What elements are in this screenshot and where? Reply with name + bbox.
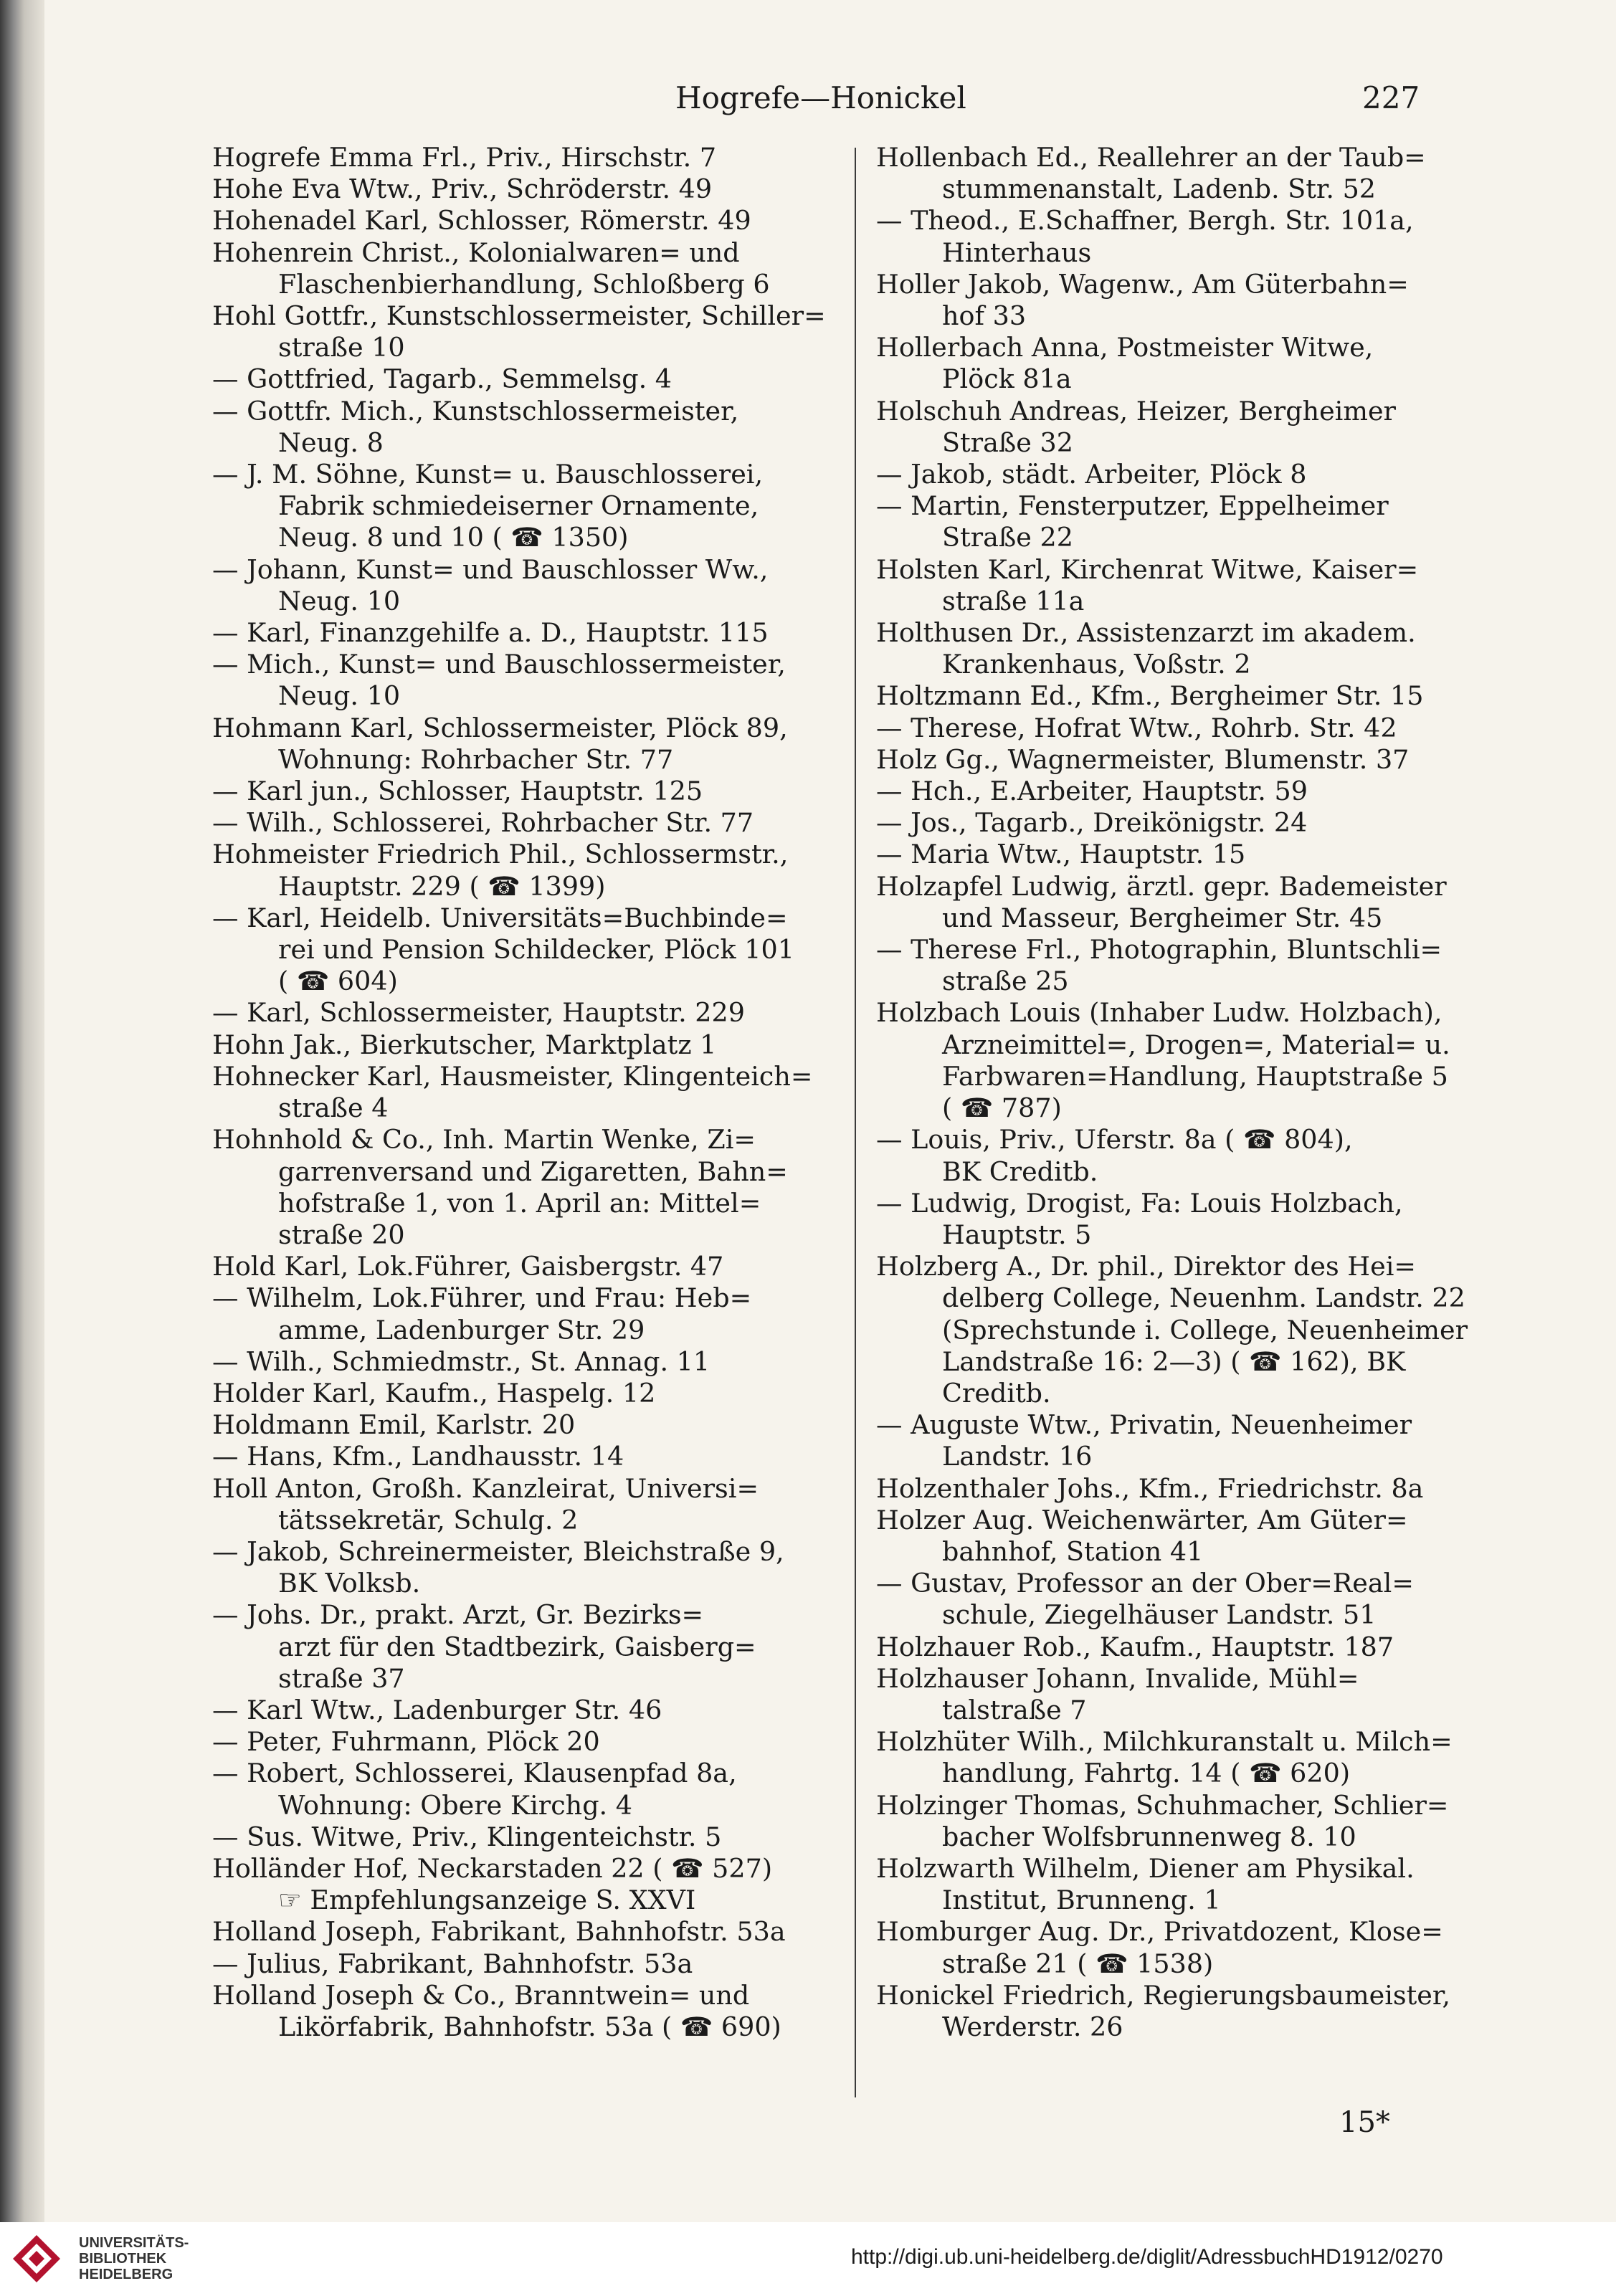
- entry-line: Hollerbach Anna, Postmeister Witwe,: [876, 332, 1374, 363]
- directory-entry: [212, 776, 843, 807]
- entry-continuation-line: Plöck 81a: [942, 363, 1072, 395]
- entry-line: Holzenthaler Johs., Kfm., Friedrichstr. 8a: [876, 1472, 1424, 1504]
- entry-continuation-line: tätssekretär, Schulg. 2: [278, 1504, 579, 1535]
- entry-continuation-line: garrenversand und Zigaretten, Bahn=: [278, 1156, 788, 1187]
- entry-line: — Johs. Dr., prakt. Arzt, Gr. Bezirks=: [212, 1599, 704, 1631]
- entry-continuation-line: Landstraße 16: 2—3) ( ☎ 162), BK: [942, 1345, 1406, 1377]
- directory-entry: [876, 459, 1478, 490]
- column-divider: [855, 148, 856, 2097]
- entry-line: — Martin, Fensterputzer, Eppelheimer: [876, 490, 1389, 522]
- entry-continuation-line: bahnhof, Station 41: [942, 1535, 1204, 1567]
- entry-line: — Karl Wtw., Ladenburger Str. 46: [212, 1694, 662, 1725]
- entry-continuation-line: BK Creditb.: [942, 1156, 1098, 1187]
- entry-line: Holschuh Andreas, Heizer, Bergheimer: [876, 395, 1397, 427]
- entry-continuation-line: schule, Ziegelhäuser Landstr. 51: [942, 1599, 1377, 1631]
- entry-line: — Mich., Kunst= und Bauschlossermeister,: [212, 649, 786, 680]
- entry-line: — Julius, Fabrikant, Bahnhofstr. 53a: [212, 1948, 693, 1979]
- entry-line: Honickel Friedrich, Regierungsbaumeister,: [876, 1979, 1450, 2011]
- entry-line: Holland Joseph, Fabrikant, Bahnhofstr. 53a: [212, 1916, 786, 1948]
- entry-line: Holzhauer Rob., Kaufm., Hauptstr. 187: [876, 1631, 1394, 1662]
- entry-continuation-line: Wohnung: Obere Kirchg. 4: [278, 1789, 632, 1821]
- entry-continuation-line: Creditb.: [942, 1377, 1051, 1409]
- entry-line: Hohenadel Karl, Schlosser, Römerstr. 49: [212, 205, 751, 237]
- directory-entry: [876, 269, 1478, 332]
- entry-line: — Karl jun., Schlosser, Hauptstr. 125: [212, 776, 703, 807]
- entry-line: Hohenrein Christ., Kolonialwaren= und: [212, 237, 740, 268]
- entry-continuation-line: Likörfabrik, Bahnhofstr. 53a ( ☎ 690): [278, 2011, 781, 2042]
- entry-continuation-line: Hauptstr. 5: [942, 1219, 1092, 1250]
- entry-line: Holzwarth Wilhelm, Diener am Physikal.: [876, 1852, 1415, 1884]
- directory-entry: [876, 1980, 1478, 2043]
- entry-continuation-line: Straße 22: [942, 522, 1073, 553]
- entry-line: — Peter, Fuhrmann, Plöck 20: [212, 1726, 600, 1758]
- entry-line: — Johann, Kunst= und Bauschlosser Ww.,: [212, 553, 769, 585]
- directory-entry: [212, 1346, 843, 1378]
- entry-line: Holzapfel Ludwig, ärztl. gepr. Bademeister: [876, 870, 1447, 902]
- entry-continuation-line: straße 25: [942, 966, 1069, 997]
- entry-continuation-line: Neug. 10: [278, 585, 401, 616]
- directory-entry: [212, 300, 843, 363]
- entry-continuation-line: ( ☎ 604): [278, 966, 398, 997]
- directory-entry: [212, 554, 843, 617]
- directory-entry: [876, 1632, 1478, 1663]
- entry-continuation-line: straße 21 ( ☎ 1538): [942, 1948, 1214, 1979]
- entry-line: — Karl, Heidelb. Universitäts=Buchbinde=: [212, 902, 788, 933]
- directory-entry: [876, 1663, 1478, 1726]
- directory-entry: [212, 1821, 843, 1853]
- entry-line: Holland Joseph & Co., Branntwein= und: [212, 1979, 750, 2011]
- directory-entry: [212, 649, 843, 712]
- entry-line: — Wilhelm, Lok.Führer, und Frau: Heb=: [212, 1282, 752, 1314]
- entry-line: Hold Karl, Lok.Führer, Gaisbergstr. 47: [212, 1251, 724, 1282]
- directory-entry: [876, 554, 1478, 617]
- entry-line: Hohn Jak., Bierkutscher, Marktplatz 1: [212, 1029, 717, 1060]
- entry-line: Hollenbach Ed., Reallehrer an der Taub=: [876, 142, 1426, 173]
- entry-line: — Karl, Finanzgehilfe a. D., Hauptstr. 115: [212, 617, 769, 649]
- entry-line: — Gustav, Professor an der Ober=Real=: [876, 1568, 1414, 1599]
- directory-entry: [212, 1758, 843, 1821]
- entry-continuation-line: straße 37: [278, 1662, 405, 1694]
- entry-line: Holtzmann Ed., Kfm., Bergheimer Str. 15: [876, 680, 1424, 712]
- directory-entry: [212, 1695, 843, 1726]
- entry-continuation-line: Hauptstr. 229 ( ☎ 1399): [278, 870, 606, 902]
- directory-entry: [212, 617, 843, 649]
- entry-line: — Ludwig, Drogist, Fa: Louis Holzbach,: [876, 1187, 1403, 1219]
- directory-entry: [876, 1726, 1478, 1789]
- directory-entry: [212, 807, 843, 839]
- entry-line: — J. M. Söhne, Kunst= u. Bauschlosserei,: [212, 459, 764, 490]
- entry-line: — Auguste Wtw., Privatin, Neuenheimer: [876, 1409, 1412, 1441]
- directory-entry: [876, 1124, 1478, 1187]
- directory-entry: [876, 1409, 1478, 1472]
- university-library-logo-icon: [10, 2232, 63, 2285]
- entry-line: Holz Gg., Wagnermeister, Blumenstr. 37: [876, 743, 1410, 775]
- entry-continuation-line: stummenanstalt, Ladenb. Str. 52: [942, 173, 1377, 205]
- entry-continuation-line: und Masseur, Bergheimer Str. 45: [942, 902, 1383, 933]
- entry-continuation-line: rei und Pension Schildecker, Plöck 101: [278, 934, 794, 966]
- directory-entry: [876, 1473, 1478, 1505]
- directory-entry: [212, 997, 843, 1029]
- entry-line: Holler Jakob, Wagenw., Am Güterbahn=: [876, 268, 1409, 300]
- directory-entry: [212, 1124, 843, 1251]
- entry-continuation-line: bacher Wolfsbrunnenweg 8. 10: [942, 1821, 1356, 1852]
- scanned-page: [44, 0, 1616, 2222]
- page-number: 227: [1362, 80, 1420, 115]
- directory-entry: [212, 1916, 843, 1948]
- directory-entry: [876, 490, 1478, 553]
- directory-entry: [212, 1029, 843, 1061]
- entry-line: — Jakob, städt. Arbeiter, Plöck 8: [876, 459, 1307, 490]
- directory-entry: [212, 1282, 843, 1345]
- entry-continuation-line: Straße 32: [942, 427, 1073, 458]
- directory-entry: [212, 1378, 843, 1409]
- entry-line: Hohnhold & Co., Inh. Martin Wenke, Zi=: [212, 1124, 756, 1156]
- entry-line: Holzhauser Johann, Invalide, Mühl=: [876, 1662, 1359, 1694]
- entry-continuation-line: BK Volksb.: [278, 1568, 421, 1599]
- left-column: [212, 142, 843, 2043]
- entry-continuation-line: Neug. 8: [278, 427, 384, 458]
- entry-continuation-line: Hinterhaus: [942, 237, 1092, 268]
- entry-continuation-line: amme, Ladenburger Str. 29: [278, 1314, 645, 1345]
- entry-continuation-line: Werderstr. 26: [942, 2011, 1123, 2042]
- entry-line: — Gottfr. Mich., Kunstschlossermeister,: [212, 395, 739, 427]
- directory-entry: [212, 1948, 843, 1980]
- directory-entry: [876, 396, 1478, 459]
- directory-entry: [876, 776, 1478, 807]
- directory-entry: [212, 1061, 843, 1124]
- directory-entry: [212, 142, 843, 173]
- library-name-line: HEIDELBERG: [79, 2267, 174, 2282]
- entry-line: Holder Karl, Kaufm., Haspelg. 12: [212, 1377, 656, 1409]
- directory-entry: [212, 1473, 843, 1536]
- entry-line: — Robert, Schlosserei, Klausenpfad 8a,: [212, 1758, 737, 1789]
- directory-entry: [876, 871, 1478, 934]
- entry-line: — Gottfried, Tagarb., Semmelsg. 4: [212, 363, 672, 395]
- source-url-link[interactable]: http://digi.ub.uni-heidelberg.de/diglit/AdressbuchHD1912/0270: [851, 2245, 1443, 2269]
- entry-continuation-line: straße 20: [278, 1219, 405, 1250]
- entry-continuation-line: Wohnung: Rohrbacher Str. 77: [278, 743, 674, 775]
- directory-entry: [876, 332, 1478, 395]
- entry-line: — Therese, Hofrat Wtw., Rohrb. Str. 42: [876, 712, 1397, 743]
- directory-entry: [876, 142, 1478, 205]
- footer-bar: [0, 2222, 1616, 2296]
- directory-entry: [876, 934, 1478, 997]
- directory-entry: [876, 205, 1478, 268]
- entry-line: Hogrefe Emma Frl., Priv., Hirschstr. 7: [212, 142, 717, 173]
- directory-entry: [212, 1599, 843, 1695]
- directory-entry: [212, 1853, 843, 1916]
- entry-line: — Theod., E.Schaffner, Bergh. Str. 101a,: [876, 205, 1414, 237]
- directory-entry: [876, 1251, 1478, 1409]
- entry-line: — Wilh., Schlosserei, Rohrbacher Str. 77: [212, 807, 754, 839]
- directory-entry: [212, 363, 843, 395]
- directory-entry: [212, 839, 843, 902]
- entry-line: — Maria Wtw., Hauptstr. 15: [876, 839, 1246, 870]
- entry-continuation-line: (Sprechstunde i. College, Neuenheimer: [942, 1314, 1468, 1345]
- entry-line: — Karl, Schlossermeister, Hauptstr. 229: [212, 997, 745, 1029]
- library-name: [79, 2235, 189, 2282]
- entry-line: — Hans, Kfm., Landhausstr. 14: [212, 1441, 624, 1472]
- entry-line: Hohl Gottfr., Kunstschlossermeister, Schiller=: [212, 300, 826, 332]
- directory-entry: [876, 617, 1478, 680]
- entry-line: Holdmann Emil, Karlstr. 20: [212, 1409, 576, 1441]
- entry-continuation-line: handlung, Fahrtg. 14 ( ☎ 620): [942, 1758, 1351, 1789]
- directory-entry: [212, 1409, 843, 1441]
- signature-mark: 15*: [1339, 2106, 1390, 2139]
- entry-line: Hohnecker Karl, Hausmeister, Klingenteich=: [212, 1060, 813, 1092]
- entry-continuation-line: ☞ Empfehlungsanzeige S. XXVI: [278, 1885, 696, 1916]
- entry-line: — Hch., E.Arbeiter, Hauptstr. 59: [876, 776, 1308, 807]
- entry-continuation-line: straße 4: [278, 1092, 389, 1124]
- directory-entry: [212, 1536, 843, 1599]
- entry-line: Holl Anton, Großh. Kanzleirat, Universi=: [212, 1472, 759, 1504]
- entry-line: Holzhüter Wilh., Milchkuranstalt u. Milch=: [876, 1726, 1453, 1758]
- directory-entry: [876, 1188, 1478, 1251]
- entry-line: Holsten Karl, Kirchenrat Witwe, Kaiser=: [876, 553, 1419, 585]
- entry-continuation-line: delberg College, Neuenhm. Landstr. 22: [942, 1282, 1465, 1314]
- entry-continuation-line: arzt für den Stadtbezirk, Gaisberg=: [278, 1631, 756, 1662]
- running-title: Hogrefe—Honickel: [675, 80, 966, 115]
- entry-line: Homburger Aug. Dr., Privatdozent, Klose=: [876, 1916, 1443, 1948]
- directory-entry: [212, 713, 843, 776]
- entry-continuation-line: hof 33: [942, 300, 1027, 332]
- directory-entry: [212, 1251, 843, 1282]
- entry-continuation-line: Flaschenbierhandlung, Schloßberg 6: [278, 268, 770, 300]
- entry-continuation-line: straße 11a: [942, 585, 1085, 616]
- directory-entry: [876, 807, 1478, 839]
- entry-line: Hohmeister Friedrich Phil., Schlossermstr.,: [212, 839, 789, 870]
- directory-entry: [876, 1505, 1478, 1568]
- library-name-line: UNIVERSITÄTS-: [79, 2235, 189, 2251]
- directory-entry: [876, 713, 1478, 744]
- entry-line: Holzinger Thomas, Schuhmacher, Schlier=: [876, 1789, 1449, 1821]
- directory-entry: [876, 1853, 1478, 1916]
- directory-entry: [212, 1441, 843, 1472]
- right-column: [876, 142, 1478, 2043]
- entry-line: — Louis, Priv., Uferstr. 8a ( ☎ 804),: [876, 1124, 1353, 1156]
- directory-entry: [876, 1790, 1478, 1853]
- directory-entry: [212, 396, 843, 459]
- directory-entry: [876, 839, 1478, 870]
- directory-entry: [876, 997, 1478, 1124]
- entry-continuation-line: Neug. 10: [278, 680, 401, 712]
- page-header: [44, 80, 1616, 123]
- entry-continuation-line: Fabrik schmiedeiserner Ornamente,: [278, 490, 759, 522]
- directory-entry: [876, 744, 1478, 776]
- entry-continuation-line: Landstr. 16: [942, 1441, 1093, 1472]
- book-spine-edge: [0, 0, 44, 2296]
- entry-line: — Jakob, Schreinermeister, Bleichstraße 9,: [212, 1535, 784, 1567]
- entry-line: Hohmann Karl, Schlossermeister, Plöck 89,: [212, 712, 788, 743]
- directory-entry: [212, 1726, 843, 1758]
- entry-line: Holthusen Dr., Assistenzarzt im akadem.: [876, 617, 1416, 649]
- directory-entry: [876, 1568, 1478, 1631]
- entry-line: — Jos., Tagarb., Dreikönigstr. 24: [876, 807, 1308, 839]
- directory-entry: [212, 459, 843, 554]
- directory-entry: [212, 173, 843, 205]
- entry-line: Holzberg A., Dr. phil., Direktor des Hei=: [876, 1251, 1416, 1282]
- entry-continuation-line: straße 10: [278, 332, 405, 363]
- directory-entry: [212, 902, 843, 998]
- entry-line: — Sus. Witwe, Priv., Klingenteichstr. 5: [212, 1821, 722, 1852]
- entry-line: — Wilh., Schmiedmstr., St. Annag. 11: [212, 1345, 710, 1377]
- directory-entry: [212, 1980, 843, 2043]
- entry-continuation-line: Arzneimittel=, Drogen=, Material= u.: [942, 1029, 1450, 1060]
- entry-line: Holzbach Louis (Inhaber Ludw. Holzbach),: [876, 997, 1442, 1029]
- directory-entry: [212, 205, 843, 237]
- directory-entry: [212, 237, 843, 300]
- entry-continuation-line: Krankenhaus, Voßstr. 2: [942, 649, 1251, 680]
- entry-line: Hohe Eva Wtw., Priv., Schröderstr. 49: [212, 173, 713, 205]
- entry-continuation-line: ( ☎ 787): [942, 1092, 1062, 1124]
- directory-entry: [876, 1916, 1478, 1979]
- entry-line: Holländer Hof, Neckarstaden 22 ( ☎ 527): [212, 1852, 773, 1884]
- entry-continuation-line: Neug. 8 und 10 ( ☎ 1350): [278, 522, 629, 553]
- entry-continuation-line: hofstraße 1, von 1. April an: Mittel=: [278, 1187, 761, 1219]
- entry-continuation-line: Institut, Brunneng. 1: [942, 1885, 1221, 1916]
- entry-line: Holzer Aug. Weichenwärter, Am Güter=: [876, 1504, 1408, 1535]
- entry-continuation-line: talstraße 7: [942, 1694, 1087, 1725]
- entry-line: — Therese Frl., Photographin, Bluntschli=: [876, 934, 1442, 966]
- directory-entry: [876, 680, 1478, 712]
- entry-continuation-line: Farbwaren=Handlung, Hauptstraße 5: [942, 1060, 1448, 1092]
- library-name-line: BIBLIOTHEK: [79, 2251, 167, 2267]
